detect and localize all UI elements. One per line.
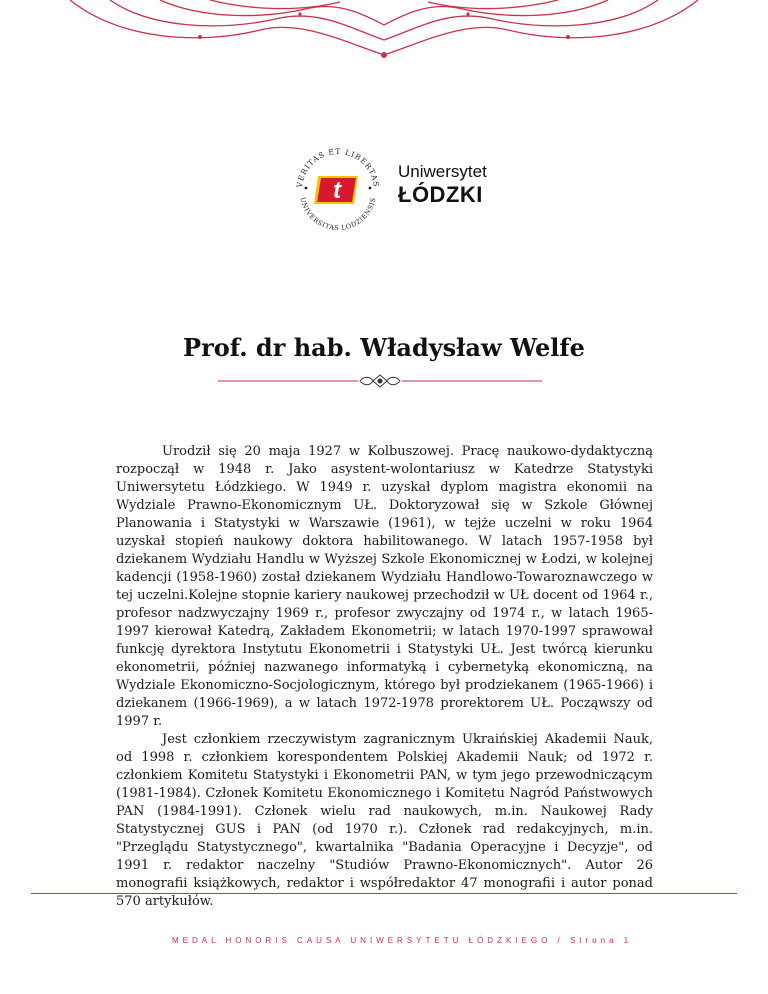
brand-line-lodzki: ŁÓDZKI xyxy=(398,182,483,207)
seal-text-top: VERITAS ET LIBERTAS xyxy=(294,146,381,189)
title-divider xyxy=(218,373,542,389)
biography-paragraph-1: Urodził się 20 maja 1927 w Kolbuszowej. Pracę naukowo-dydaktyczną rozpoczął w 1948 r. Jako asystent-wolontariusz w Katedrze Statystyki Uniwersytetu Łódzkiego. W 1949 r. uzyskał dyplom magistra ekonomii na Wydziale Prawno-Ekonomicznym UŁ. Doktoryzował się w Szkole Głównej Planowania i Statystyki w Warszawie (1961), w tejże uczelni w roku 1964 uzyskał stopień naukowy doktora habilitowanego. W latach 1957-1958 był dziekanem Wydziału Handlu w Wyższej Szkole Ekonomicznej w Łodzi, w kolejnej kadencji (1958-1960) został dziekanem Wydziału Handlowo-Towaroznawczego w tej uczelni.Kolejne stopnie kariery naukowej przechodził w UŁ docent od 1964 r., profesor nadzwyczajny 1969 r., profesor zwyczajny od 1974 r., w latach 1965-1997 kierował Katedrą, Zakładem Ekonometrii; w latach 1970-1997 sprawował funkcję dyrektora Instytutu Ekonometrii i Statystyki UŁ. Jest twórcą kierunku ekonometrii, później nazwanego informatyką i cybernetyką ekonomiczną, na Wydziale Ekonomiczno-Socjologicznym, którego był prodziekanem (1965-1966) i dziekanem (1966-1969), a w latach 1972-1978 prorektorem UŁ. Począwszy od 1997 r. xyxy=(116,444,653,729)
page-footer: MEDAL HONORIS CAUSA UNIWERSYTETU ŁÓDZKIEGO / Strona 1 xyxy=(172,936,633,945)
ornament-top xyxy=(0,0,768,60)
brand-name xyxy=(398,162,487,208)
page-title: Prof. dr hab. Władysław Welfe xyxy=(183,333,585,362)
university-seal-icon xyxy=(288,140,388,240)
biography-text xyxy=(116,443,653,911)
footer-rule xyxy=(31,893,737,894)
seal-letter: t xyxy=(333,177,341,204)
divider-ornament-icon xyxy=(360,375,400,387)
university-logo xyxy=(288,140,508,240)
biography-paragraph-2: Jest członkiem rzeczywistym zagranicznym Ukraińskiej Akademii Nauk, od 1998 r. członkiem korespondentem Polskiej Akademii Nauk; od 1972 r. członkiem Komitetu Statystyki i Ekonometrii PAN, w tym jego przewodniczącym (1981-1984). Członek Komitetu Ekonomicznego i Komitetu Nagród Państwowych PAN (1984-1991). Członek wielu rad naukowych, m.in. Naukowej Rady Statystycznej GUS i PAN (od 1970 r.). Członek rad redakcyjnych, m.in. "Przeglądu Statystycznego", kwartalnika "Badania Operacyjne i Decyzje", od 1991 r. redaktor naczelny "Studiów Prawno-Ekonomicznych". Autor 26 monografii książkowych, redaktor i współredaktor 47 monografii i autor ponad 570 artykułów. xyxy=(116,732,653,909)
brand-line-uniwersytet: Uniwersytet xyxy=(398,162,487,181)
seal-text-bottom: UNIVERSITAS LODZIENSIS xyxy=(298,196,378,233)
